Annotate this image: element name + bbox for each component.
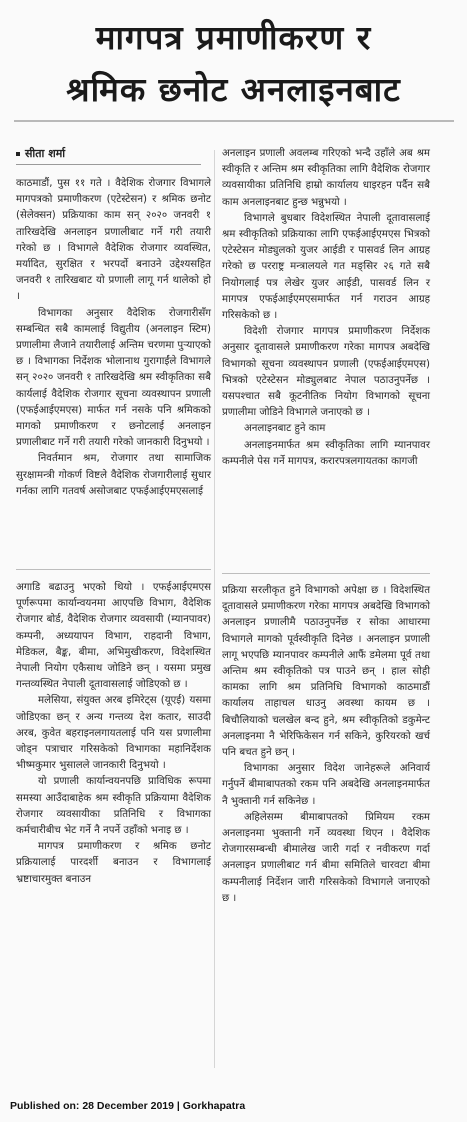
paragraph: विभागका अनुसार विदेश जानेहरूले अनिवार्य गर्नुपर्ने बीमाबापतको रकम पनि अबदेखि अनलाइनमार्फत नै भुक्तानी गर्न सकिनेछ ।	[222, 763, 430, 807]
paragraph: यो प्रणाली कार्यान्वयनपछि प्राविधिक रूपमा समस्या आउँदाबाहेक श्रम स्वीकृति प्रक्रियामा वैदेशिक रोजगार व्यवसायीका प्रतिनिधि र विभागका कर्मचारीबीच भेट गर्ने नै नपर्ने उहाँको भनाइ छ ।	[16, 776, 211, 837]
paragraph: अगाडि बढाउनु भएको थियो । एफईआईएमएस पूर्णरूपमा कार्यान्वयनमा आएपछि विभाग, वैदेशिक रोजगार बोर्ड, वैदेशिक रोजगार व्यवसायी (म्यानपावर) कम्पनी, अध्ययापन विभाग, राहदानी विभाग, मेडिकल, बैङ्क, बीमा, अभिमुखीकरण, विदेशस्थित नेपाली नियोग एकैसाथ जोडिने छन् । यसमा प्रमुख गन्तव्यस्थित नेपाली दूतावासलाई जोडिएको छ ।	[16, 582, 211, 691]
paragraph: विभागले बुधबार विदेशस्थित नेपाली दूतावासलाई श्रम स्वीकृतिको प्रक्रियाका लागि एफईआईएमएस भित्रको एटेस्टेसन मोड्युलको युजर आईडी र पासवर्ड लिन आग्रह गरेको छ परराष्ट्र मन्त्रालयले गत मङ्सिर २६ गते सबै नियोगलाई पत्र लेखेर युजर आईडी, पासवर्ड लिन र मागपत्र एफईआईएमएसमार्फत गर्न गराउन आग्रह गरिसकेको छ ।	[222, 212, 430, 322]
paragraph: अहिलेसम्म बीमाबापतको प्रिमियम रकम अनलाइनमा भुक्तानी गर्ने व्यवस्था थिएन । वैदेशिक रोजगारसम्बन्धी बीमालेख जारी गर्दा र नवीकरण गर्दा अनलाइन प्रणालीबाट गर्न बीमा समितिले चारवटा बीमा कम्पनीलाई निर्देशन जारी गरिसकेको विभागले जनाएको छ ।	[222, 811, 430, 904]
publication-footer: Published on: 28 December 2019 | Gorkhapatra	[10, 1100, 246, 1112]
subheading: अनलाइनबाट हुने काम	[244, 423, 326, 435]
right-column-bottom	[222, 583, 430, 907]
left-column-top	[16, 176, 211, 500]
paragraph: अनलाइनमार्फत श्रम स्वीकृतिका लागि म्यानपावर कम्पनीले पेस गर्ने मागपत्र, करारपत्रलगायतका कागजी	[222, 439, 430, 467]
author-name: सीता शर्मा	[25, 147, 66, 160]
paragraph: मागपत्र प्रमाणीकरण र श्रमिक छनोट प्रक्रियालाई पारदर्शी बनाउन र विभागलाई भ्रष्टाचारमुक्त बनाउन	[16, 841, 211, 885]
paragraph: निवर्तमान श्रम, रोजगार तथा सामाजिक सुरक्षामन्त्री गोकर्ण विष्टले वैदेशिक रोजगारीलाई सुधार गर्नका लागि गतवर्ष असोजबाट एफईआईएमएसलाई	[16, 453, 211, 497]
column-separator	[214, 150, 215, 1068]
paragraph: विभागका अनुसार वैदेशिक रोजगारीसँग सम्बन्धित सबै कामलाई विद्युतीय (अनलाइन स्टिम) प्रणालीमा लैजाने तयारीलाई अन्तिम चरणमा पुऱ्याएको छ । विभागका निर्देशक भोलानाथ गुरागाईंले विभागले सन् २०२० जनवरी १ तारिखदेखि श्रम स्वीकृतिका सबै कार्यलाई वैदेशिक रोजगार सूचना व्यवस्थापन प्रणाली (एफईआईएमएस) मार्फत गर्न नसके पनि श्रमिकको मागको प्रमाणीकरण र छनोटलाई अनलाइन प्रणालीबाट गर्ने गरी तयारी गरेको जानकारी दिनुभयो ।	[16, 307, 211, 449]
left-column-bottom	[16, 580, 211, 888]
byline-bullet-icon	[16, 152, 20, 156]
headline-line-2: श्रमिक छनोट अनलाइनबाट	[66, 70, 401, 109]
byline	[16, 146, 65, 161]
paragraph: प्रक्रिया सरलीकृत हुने विभागको अपेक्षा छ । विदेशस्थित दूतावासले प्रमाणीकरण गरेका मागपत्र अबदेखि विभागको अनलाइन प्रणालीमै पठाउनुपर्नेछ र सोका आधारमा विभागले मागको पूर्वस्वीकृति दिनेछ । अनलाइन प्रणाली लागू भएपछि म्यानपावर कम्पनीले आफैं डमेलमा पूर्व तथा अन्तिम श्रम स्वीकृतिको पत्र पाउने छन् । हाल सोही कामका लागि श्रम प्रतिनिधि विभागको काठमाडौं कार्यालय ताहाचल धाउनु अवस्था कायम छ । बिचौलियाको चलखेल बन्द हुने, श्रम स्वीकृतिको डकुमेन्ट अनलाइनमा नै भेरिफिकेसन गर्न सकिने, कुरियरको खर्च पनि बचत हुने छन् ।	[222, 585, 430, 759]
paragraph: अनलाइन प्रणाली अवलम्ब गरिएको भन्दै उहाँले अब श्रम स्वीकृति र अन्तिम श्रम स्वीकृतिका लागि वैदेशिक रोजगार व्यवसायीका प्रतिनिधि हाम्रो कार्यालय धाइरहन पर्दैन सबै काम अनलाइनबाट हुन्छ भन्नुभयो ।	[222, 148, 430, 208]
headline	[0, 14, 467, 114]
left-section-divider	[16, 569, 211, 570]
paragraph: काठमाडौं, पुस ११ गते । वैदेशिक रोजगार विभागले मागपत्रको प्रमाणीकरण (एटेस्टेसन) र श्रमिक छनोट (सेलेक्सन) प्रक्रियाका काम सन् २०२० जनवरी १ तारिखदेखि अनलाइन प्रणालीबाट गर्ने गरी तयारी गरेको छ । विभागले वैदेशिक रोजगार व्यवस्थित, मर्यादित, सुरक्षित र भरपर्दो बनाउने उद्देश्यसहित जनवरी १ तारिखबाट यो प्रणाली लागू गर्न थालेको हो ।	[16, 178, 211, 303]
headline-line-1: मागपत्र प्रमाणीकरण र	[95, 18, 372, 57]
paragraph: मलेसिया, संयुक्त अरब इमिरेट्स (यूएई) यसमा जोडिएका छन् र अन्य गन्तव्य देश कतार, साउदी अरब, कुवेत बहराइनलगायतलाई पनि यस प्रणालीमा जोड्न पत्राचार गरिसकेको विभागका महानिर्देशक भीष्मकुमार भुसालले जानकारी दिनुभयो ।	[16, 695, 211, 772]
right-section-divider	[222, 573, 430, 574]
headline-rule	[14, 120, 454, 122]
right-column-top	[222, 146, 430, 470]
byline-rule	[16, 164, 201, 165]
paragraph: विदेशी रोजगार मागपत्र प्रमाणीकरण निर्देशक अनुसार दूतावासले प्रमाणीकरण गरेका मागपत्र अबदेखि विभागको सूचना व्यवस्थापन प्रणाली (एफईआईएमएस) भित्रको एटेस्टेसन मोड्युलबाट नेपाल पठाउनुपर्नेछ । यसपश्चात सबै कूटनीतिक नियोग विभागको सूचना प्रणालीमा जोडिने विभागले जनाएको छ ।	[222, 326, 430, 419]
